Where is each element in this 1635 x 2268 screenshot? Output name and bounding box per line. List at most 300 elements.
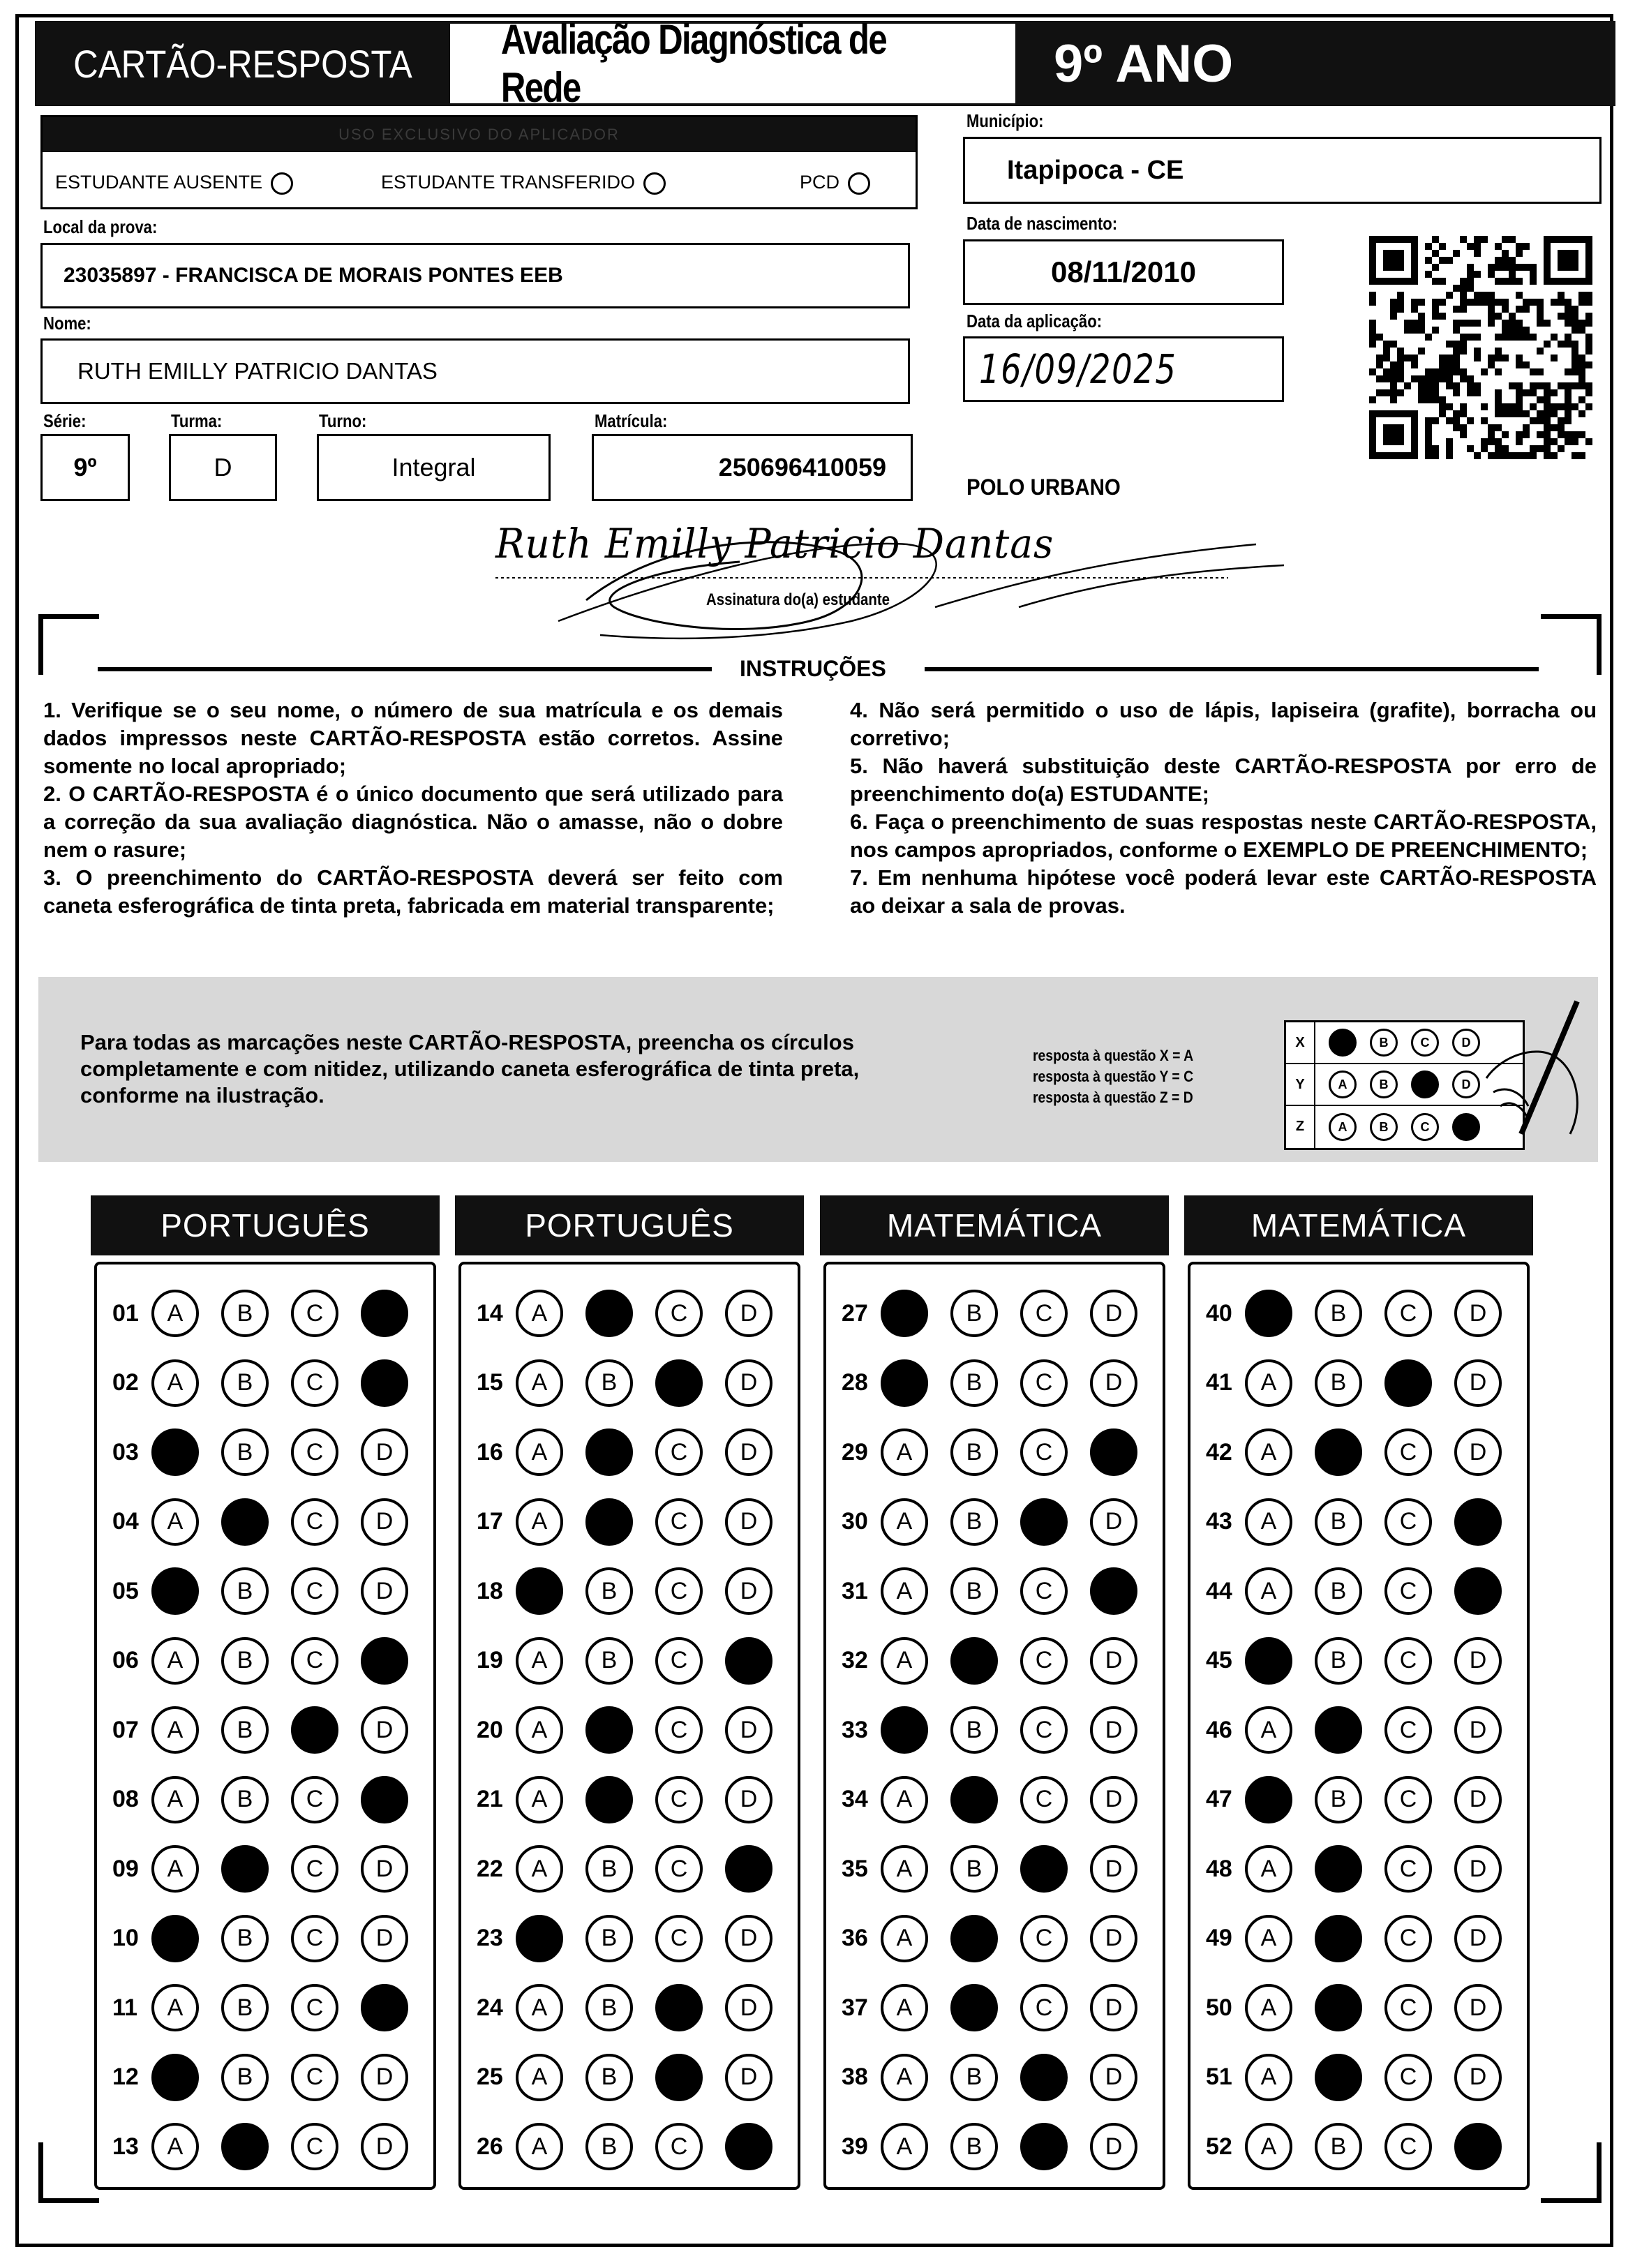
answer-bubble-d[interactable]: D xyxy=(725,1428,772,1476)
answer-bubble-c[interactable]: C xyxy=(655,1428,703,1476)
pcd-option[interactable] xyxy=(800,172,870,195)
answer-bubble-c[interactable] xyxy=(655,1359,703,1407)
question-number: 47 xyxy=(1206,1786,1232,1812)
answer-bubble-c[interactable]: C xyxy=(1020,1637,1068,1685)
answer-bubble-b[interactable]: B xyxy=(585,2054,633,2101)
answer-bubble-b[interactable]: B xyxy=(221,1776,269,1823)
signature-handwritten: Ruth Emilly Patricio Dantas xyxy=(495,520,1054,567)
answer-bubble-a[interactable]: A xyxy=(881,2054,928,2101)
answer-bubble-a[interactable]: A xyxy=(151,1359,199,1407)
question-number: 01 xyxy=(112,1299,139,1327)
answer-bubble-d[interactable] xyxy=(361,1776,408,1823)
answer-bubble-a[interactable]: A xyxy=(516,1984,563,2031)
answer-bubble-c[interactable]: C xyxy=(291,1498,338,1546)
answer-bubble-b[interactable] xyxy=(585,1706,633,1754)
answer-bubble-b[interactable]: B xyxy=(585,1567,633,1615)
question-number: 28 xyxy=(842,1369,868,1396)
answer-bubble-b[interactable] xyxy=(221,1845,269,1893)
answer-bubble-b[interactable] xyxy=(1315,2054,1362,2101)
answer-bubble-d[interactable]: D xyxy=(725,1567,772,1615)
answer-bubble-b[interactable]: B xyxy=(1315,1290,1362,1337)
answer-bubble-a[interactable]: A xyxy=(516,1637,563,1685)
answer-bubble-b[interactable] xyxy=(1315,1984,1362,2031)
answer-bubble-a[interactable]: A xyxy=(516,1359,563,1407)
answer-bubble-c[interactable]: C xyxy=(1384,2123,1432,2170)
question-row xyxy=(1190,1980,1524,2036)
answer-bubble-a[interactable]: A xyxy=(516,2054,563,2101)
answer-bubble-b[interactable]: B xyxy=(950,1428,998,1476)
answer-bubble-d[interactable]: D xyxy=(361,1915,408,1962)
answer-bubble-c[interactable]: C xyxy=(1020,1359,1068,1407)
answer-bubble-a[interactable]: A xyxy=(516,1845,563,1893)
answer-bubble-b[interactable]: B xyxy=(950,2054,998,2101)
question-row xyxy=(826,1355,1160,1411)
answer-bubble-b[interactable]: B xyxy=(950,1290,998,1337)
answer-bubble-b[interactable] xyxy=(585,1290,633,1337)
applicator-title: USO EXCLUSIVO DO APLICADOR xyxy=(338,126,620,143)
answer-bubble-c[interactable]: C xyxy=(655,1567,703,1615)
question-number: 03 xyxy=(112,1438,139,1465)
answer-bubble-c[interactable]: C xyxy=(291,1776,338,1823)
example-row-label: X xyxy=(1286,1022,1315,1063)
answer-bubble-a[interactable]: A xyxy=(881,1567,928,1615)
question-number: 16 xyxy=(477,1438,503,1465)
turma-field xyxy=(169,434,277,501)
answer-bubble-d[interactable]: D xyxy=(1454,1915,1502,1962)
answer-bubble-b[interactable]: B xyxy=(950,2123,998,2170)
answer-bubble-a[interactable]: A xyxy=(516,1706,563,1754)
answer-bubble-d[interactable]: D xyxy=(1454,1290,1502,1337)
answer-bubble-a[interactable]: A xyxy=(516,2123,563,2170)
answer-bubble-c[interactable] xyxy=(655,1984,703,2031)
qr-code xyxy=(1369,236,1592,459)
transferred-option[interactable] xyxy=(381,172,666,195)
nascimento-value: 08/11/2010 xyxy=(1051,255,1196,288)
turno-value: Integral xyxy=(391,453,476,482)
question-row xyxy=(826,1494,1160,1550)
corner-mark-bottom-left xyxy=(38,2142,99,2203)
answer-bubble-a[interactable]: A xyxy=(1245,1984,1292,2031)
answer-column-1 xyxy=(94,1262,436,2190)
answer-bubble-a[interactable]: A xyxy=(1245,2054,1292,2101)
answer-bubble-b[interactable]: B xyxy=(1315,1498,1362,1546)
answer-bubble-b[interactable] xyxy=(950,1637,998,1685)
answer-bubble-b[interactable]: B xyxy=(221,1428,269,1476)
aplicacao-label: Data da aplicação: xyxy=(966,311,1103,331)
answer-bubble-d[interactable]: D xyxy=(361,1845,408,1893)
question-number: 27 xyxy=(842,1299,868,1327)
answer-bubble-c[interactable]: C xyxy=(655,1706,703,1754)
answer-bubble-d[interactable] xyxy=(1454,1498,1502,1546)
section-header-1: PORTUGUÊS xyxy=(91,1195,440,1255)
answer-bubble-a[interactable] xyxy=(1245,1776,1292,1823)
answer-bubble-a[interactable]: A xyxy=(881,1498,928,1546)
answer-bubble-d[interactable]: D xyxy=(1454,2054,1502,2101)
answer-bubble-b[interactable]: B xyxy=(1315,2123,1362,2170)
answer-bubble-a[interactable] xyxy=(151,1428,199,1476)
answer-bubble-c[interactable]: C xyxy=(291,1359,338,1407)
question-row xyxy=(1190,1563,1524,1619)
instructions-title: INSTRUÇÕES xyxy=(740,656,886,681)
answer-bubble-a[interactable] xyxy=(1245,1637,1292,1685)
answer-bubble-a[interactable]: A xyxy=(516,1776,563,1823)
answer-bubble-b[interactable] xyxy=(1315,1706,1362,1754)
question-row xyxy=(1190,1494,1524,1550)
turno-label: Turno: xyxy=(319,410,367,431)
answer-bubble-d[interactable]: D xyxy=(1090,2054,1137,2101)
hand-pen-icon xyxy=(1472,994,1591,1148)
answer-bubble-d[interactable]: D xyxy=(1454,1428,1502,1476)
nascimento-field xyxy=(963,239,1284,305)
answer-bubble-b[interactable]: B xyxy=(221,1915,269,1962)
answer-bubble-a[interactable]: A xyxy=(881,1428,928,1476)
answer-bubble-d[interactable] xyxy=(361,1984,408,2031)
question-number: 39 xyxy=(842,2133,868,2160)
answer-bubble-a[interactable]: A xyxy=(881,1915,928,1962)
answer-bubble-a[interactable]: A xyxy=(151,1637,199,1685)
instruction-item: 2. O CARTÃO-RESPOSTA é o único documento que será utilizado para a correção da sua avaliação diagnóstica. Não o amasse, não o dobre nem o rasure; xyxy=(43,782,783,862)
answer-bubble-b[interactable]: B xyxy=(585,1637,633,1685)
answer-bubble-c[interactable]: C xyxy=(655,1290,703,1337)
question-row xyxy=(461,2050,795,2105)
answer-bubble-b[interactable] xyxy=(585,1498,633,1546)
answer-bubble-d[interactable]: D xyxy=(1090,1637,1137,1685)
answer-bubble-d[interactable]: D xyxy=(1090,1359,1137,1407)
answer-bubble-d[interactable]: D xyxy=(1090,1706,1137,1754)
answer-bubble-c[interactable]: C xyxy=(655,1498,703,1546)
answer-bubble-d[interactable]: D xyxy=(1090,1776,1137,1823)
answer-bubble-b[interactable]: B xyxy=(1315,1567,1362,1615)
answer-bubble-b[interactable]: B xyxy=(950,1845,998,1893)
answer-bubble-c[interactable]: C xyxy=(291,1915,338,1962)
answer-bubble-c[interactable] xyxy=(1384,1359,1432,1407)
answer-bubble-a[interactable]: A xyxy=(151,1776,199,1823)
answer-bubble-c[interactable]: C xyxy=(1384,1498,1432,1546)
answer-bubble-d[interactable]: D xyxy=(1454,1776,1502,1823)
question-row xyxy=(461,1980,795,2036)
question-number: 32 xyxy=(842,1647,868,1673)
answer-bubble-b[interactable]: B xyxy=(221,1359,269,1407)
answer-bubble-c[interactable]: C xyxy=(1384,1290,1432,1337)
answer-bubble-c[interactable]: C xyxy=(1020,1290,1068,1337)
answer-bubble-d[interactable]: D xyxy=(361,1428,408,1476)
legend-z: resposta à questão Z = D xyxy=(1033,1089,1193,1106)
answer-bubble-c[interactable]: C xyxy=(655,1915,703,1962)
question-number: 26 xyxy=(477,2133,503,2160)
answer-bubble-b[interactable]: B xyxy=(221,1567,269,1615)
question-number: 02 xyxy=(112,1369,139,1396)
answer-bubble-a[interactable]: A xyxy=(151,2123,199,2170)
question-row xyxy=(461,2119,795,2174)
answer-bubble-b[interactable]: B xyxy=(950,1567,998,1615)
answer-bubble-d[interactable]: D xyxy=(361,1567,408,1615)
absent-label: ESTUDANTE AUSENTE xyxy=(55,172,263,193)
answer-bubble-c[interactable]: C xyxy=(291,2123,338,2170)
answer-bubble-c[interactable]: C xyxy=(1384,1776,1432,1823)
answer-bubble-d[interactable]: D xyxy=(1090,1984,1137,2031)
transferred-label: ESTUDANTE TRANSFERIDO xyxy=(381,172,636,193)
question-row xyxy=(1190,1285,1524,1341)
example-row-label: Y xyxy=(1286,1064,1315,1105)
answer-bubble-c[interactable]: C xyxy=(655,1845,703,1893)
header-center-title: Avaliação Diagnóstica de Rede xyxy=(500,16,887,111)
answer-bubble-d[interactable]: D xyxy=(725,1915,772,1962)
example-bubble-d: D xyxy=(1452,1070,1480,1098)
question-row xyxy=(461,1355,795,1411)
polo-label: POLO URBANO xyxy=(966,475,1121,500)
answer-bubble-d[interactable]: D xyxy=(361,1706,408,1754)
answer-bubble-a[interactable] xyxy=(881,1290,928,1337)
answer-bubble-d[interactable] xyxy=(361,1290,408,1337)
answer-bubble-d[interactable]: D xyxy=(1090,1498,1137,1546)
question-number: 44 xyxy=(1206,1577,1232,1604)
pcd-label: PCD xyxy=(800,172,840,193)
answer-bubble-c[interactable]: C xyxy=(291,1290,338,1337)
turma-label: Turma: xyxy=(171,410,223,431)
answer-bubble-d[interactable] xyxy=(725,1637,772,1685)
answer-bubble-c[interactable]: C xyxy=(291,1428,338,1476)
answer-bubble-d[interactable]: D xyxy=(1454,1637,1502,1685)
answer-bubble-a[interactable] xyxy=(151,1567,199,1615)
question-number: 36 xyxy=(842,1925,868,1951)
answer-bubble-d[interactable]: D xyxy=(1454,1984,1502,2031)
answer-bubble-c[interactable]: C xyxy=(1020,1776,1068,1823)
answer-bubble-d[interactable]: D xyxy=(1090,1915,1137,1962)
legend-x: resposta à questão X = A xyxy=(1033,1047,1194,1064)
answer-bubble-b[interactable]: B xyxy=(221,1637,269,1685)
question-number: 21 xyxy=(477,1786,503,1812)
answer-bubble-d[interactable] xyxy=(1090,1428,1137,1476)
answer-bubble-d[interactable]: D xyxy=(361,1498,408,1546)
answer-bubble-a[interactable]: A xyxy=(881,1984,928,2031)
answer-bubble-d[interactable]: D xyxy=(725,2054,772,2101)
answer-bubble-a[interactable]: A xyxy=(516,1498,563,1546)
answer-bubble-b[interactable] xyxy=(221,2123,269,2170)
answer-bubble-d[interactable]: D xyxy=(725,1706,772,1754)
answer-bubble-c[interactable] xyxy=(1020,1498,1068,1546)
section-header-4: MATEMÁTICA xyxy=(1184,1195,1533,1255)
answer-bubble-b[interactable]: B xyxy=(221,2054,269,2101)
answer-bubble-c[interactable]: C xyxy=(1384,1915,1432,1962)
answer-bubble-c[interactable]: C xyxy=(655,2123,703,2170)
answer-bubble-c[interactable]: C xyxy=(1384,1428,1432,1476)
answer-bubble-a[interactable]: A xyxy=(1245,1567,1292,1615)
answer-bubble-a[interactable]: A xyxy=(151,1498,199,1546)
answer-bubble-a[interactable]: A xyxy=(881,1845,928,1893)
answer-bubble-a[interactable]: A xyxy=(151,1984,199,2031)
instructions-rule-right xyxy=(925,667,1539,671)
answer-bubble-d[interactable] xyxy=(725,2123,772,2170)
answer-bubble-a[interactable]: A xyxy=(881,2123,928,2170)
answer-bubble-a[interactable]: A xyxy=(516,1428,563,1476)
answer-bubble-c[interactable]: C xyxy=(1384,1567,1432,1615)
instruction-item: 7. Em nenhuma hipótese você poderá levar este CARTÃO-RESPOSTA ao deixar a sala de provas. xyxy=(850,865,1597,918)
answer-bubble-b[interactable]: B xyxy=(1315,1637,1362,1685)
answer-bubble-d[interactable]: D xyxy=(725,1290,772,1337)
answer-bubble-d[interactable] xyxy=(361,1359,408,1407)
answer-bubble-a[interactable]: A xyxy=(1245,1845,1292,1893)
answer-bubble-b[interactable] xyxy=(950,1915,998,1962)
answer-bubble-c[interactable]: C xyxy=(291,1845,338,1893)
question-row xyxy=(97,1633,431,1689)
answer-bubble-c[interactable]: C xyxy=(1020,1915,1068,1962)
answer-bubble-b[interactable] xyxy=(950,1776,998,1823)
answer-bubble-c[interactable]: C xyxy=(1384,1984,1432,2031)
answer-bubble-b[interactable]: B xyxy=(585,1359,633,1407)
answer-bubble-a[interactable] xyxy=(151,2054,199,2101)
answer-bubble-b[interactable]: B xyxy=(585,2123,633,2170)
answer-bubble-c[interactable]: C xyxy=(1020,1567,1068,1615)
answer-bubble-b[interactable]: B xyxy=(585,1984,633,2031)
answer-bubble-a[interactable]: A xyxy=(1245,1915,1292,1962)
question-number: 46 xyxy=(1206,1716,1232,1743)
answer-bubble-d[interactable] xyxy=(1454,2123,1502,2170)
question-row xyxy=(1190,2050,1524,2105)
header-left xyxy=(35,21,450,106)
answer-bubble-d[interactable] xyxy=(361,1637,408,1685)
answer-bubble-a[interactable] xyxy=(881,1359,928,1407)
answer-bubble-c[interactable]: C xyxy=(1384,1637,1432,1685)
answer-bubble-d[interactable]: D xyxy=(725,1984,772,2031)
answer-bubble-b[interactable]: B xyxy=(221,1290,269,1337)
answer-bubble-d[interactable]: D xyxy=(1454,1845,1502,1893)
answer-bubble-c[interactable]: C xyxy=(291,2054,338,2101)
answer-bubble-a[interactable]: A xyxy=(881,1637,928,1685)
answer-bubble-d[interactable]: D xyxy=(1454,1706,1502,1754)
answer-bubble-c[interactable]: C xyxy=(1384,1845,1432,1893)
transferred-circle[interactable] xyxy=(643,172,666,195)
answer-bubble-c[interactable]: C xyxy=(1020,1706,1068,1754)
matricula-label: Matrícula: xyxy=(595,410,668,431)
municipio-value: Itapipoca - CE xyxy=(1007,155,1184,185)
answer-bubble-a[interactable]: A xyxy=(881,1776,928,1823)
answer-bubble-d[interactable] xyxy=(1090,1567,1137,1615)
answer-bubble-d[interactable] xyxy=(725,1845,772,1893)
question-number: 37 xyxy=(842,1994,868,2021)
answer-bubble-d[interactable]: D xyxy=(361,2054,408,2101)
answer-bubble-b[interactable]: B xyxy=(950,1359,998,1407)
answer-bubble-c[interactable]: C xyxy=(1020,1984,1068,2031)
answer-bubble-c[interactable]: C xyxy=(291,1984,338,2031)
matricula-field xyxy=(592,434,913,501)
question-row xyxy=(461,1702,795,1758)
answer-bubble-b[interactable] xyxy=(221,1498,269,1546)
answer-bubble-c[interactable]: C xyxy=(1020,1428,1068,1476)
answer-bubble-c[interactable]: C xyxy=(655,1637,703,1685)
answer-bubble-a[interactable]: A xyxy=(151,1290,199,1337)
answer-bubble-c[interactable]: C xyxy=(1384,1706,1432,1754)
answer-bubble-c[interactable]: C xyxy=(1384,2054,1432,2101)
pcd-circle[interactable] xyxy=(848,172,870,195)
answer-bubble-a[interactable]: A xyxy=(1245,1498,1292,1546)
signature-label: Assinatura do(a) estudante xyxy=(706,590,890,609)
answer-bubble-b[interactable]: B xyxy=(221,1706,269,1754)
answer-bubble-b[interactable] xyxy=(950,1984,998,2031)
answer-bubble-b[interactable]: B xyxy=(585,1915,633,1962)
answer-bubble-a[interactable]: A xyxy=(1245,1706,1292,1754)
answer-bubble-c[interactable]: C xyxy=(655,1776,703,1823)
answer-bubble-a[interactable]: A xyxy=(1245,1359,1292,1407)
example-band xyxy=(38,977,1598,1162)
answer-bubble-a[interactable] xyxy=(516,1915,563,1962)
answer-bubble-d[interactable] xyxy=(1454,1567,1502,1615)
instructions-right xyxy=(850,696,1597,920)
answer-bubble-b[interactable] xyxy=(585,1776,633,1823)
answer-bubble-a[interactable]: A xyxy=(1245,1428,1292,1476)
answer-bubble-b[interactable]: B xyxy=(1315,1776,1362,1823)
local-value: 23035897 - FRANCISCA DE MORAIS PONTES EEB xyxy=(64,264,563,287)
question-row xyxy=(97,1563,431,1619)
answer-bubble-b[interactable]: B xyxy=(950,1498,998,1546)
question-row xyxy=(826,1980,1160,2036)
answer-bubble-a[interactable]: A xyxy=(516,1290,563,1337)
question-row xyxy=(826,1285,1160,1341)
answer-bubble-d[interactable]: D xyxy=(1090,1290,1137,1337)
question-number: 34 xyxy=(842,1786,868,1812)
example-bubble-d: D xyxy=(1452,1029,1480,1057)
answer-bubble-a[interactable] xyxy=(881,1706,928,1754)
answer-bubble-c[interactable] xyxy=(1020,2054,1068,2101)
answer-bubble-d[interactable]: D xyxy=(725,1776,772,1823)
question-row xyxy=(826,1911,1160,1967)
answer-bubble-c[interactable]: C xyxy=(291,1567,338,1615)
header-left-title: CARTÃO-RESPOSTA xyxy=(73,41,412,86)
answer-bubble-d[interactable]: D xyxy=(725,1498,772,1546)
answer-bubble-a[interactable]: A xyxy=(151,1845,199,1893)
answer-bubble-a[interactable] xyxy=(516,1567,563,1615)
absent-circle[interactable] xyxy=(271,172,293,195)
question-number: 18 xyxy=(477,1577,503,1604)
answer-bubble-a[interactable] xyxy=(1245,1290,1292,1337)
answer-bubble-d[interactable]: D xyxy=(1090,1845,1137,1893)
answer-bubble-b[interactable] xyxy=(1315,1845,1362,1893)
legend-y: resposta à questão Y = C xyxy=(1033,1068,1194,1085)
answer-bubble-c[interactable] xyxy=(655,2054,703,2101)
question-row xyxy=(1190,1355,1524,1411)
answer-bubble-d[interactable]: D xyxy=(725,1359,772,1407)
example-bubble-b: B xyxy=(1370,1029,1398,1057)
answer-bubble-b[interactable] xyxy=(585,1428,633,1476)
question-number: 15 xyxy=(477,1369,503,1396)
answer-bubble-b[interactable]: B xyxy=(585,1845,633,1893)
answer-bubble-b[interactable]: B xyxy=(950,1706,998,1754)
answer-bubble-d[interactable]: D xyxy=(361,2123,408,2170)
turma-value: D xyxy=(214,453,232,482)
question-number: 29 xyxy=(842,1438,868,1465)
question-row xyxy=(97,1355,431,1411)
answer-bubble-a[interactable]: A xyxy=(1245,2123,1292,2170)
question-row xyxy=(97,1841,431,1897)
name-label: Nome: xyxy=(43,313,91,334)
matricula-value: 250696410059 xyxy=(718,453,886,482)
answer-bubble-c[interactable] xyxy=(1020,1845,1068,1893)
answer-bubble-a[interactable] xyxy=(151,1915,199,1962)
example-legend xyxy=(1033,1045,1193,1108)
answer-bubble-b[interactable] xyxy=(1315,1915,1362,1962)
answer-bubble-b[interactable]: B xyxy=(221,1984,269,2031)
answer-bubble-c[interactable]: C xyxy=(291,1637,338,1685)
answer-bubble-c[interactable] xyxy=(1020,2123,1068,2170)
answer-bubble-c[interactable] xyxy=(291,1706,338,1754)
answer-bubble-b[interactable] xyxy=(1315,1428,1362,1476)
answer-bubble-d[interactable]: D xyxy=(1090,2123,1137,2170)
question-number: 45 xyxy=(1206,1647,1232,1673)
answer-bubble-b[interactable]: B xyxy=(1315,1359,1362,1407)
answer-bubble-a[interactable]: A xyxy=(151,1706,199,1754)
instructions-rule-left xyxy=(98,667,712,671)
absent-option[interactable] xyxy=(55,172,293,195)
answer-bubble-d[interactable]: D xyxy=(1454,1359,1502,1407)
